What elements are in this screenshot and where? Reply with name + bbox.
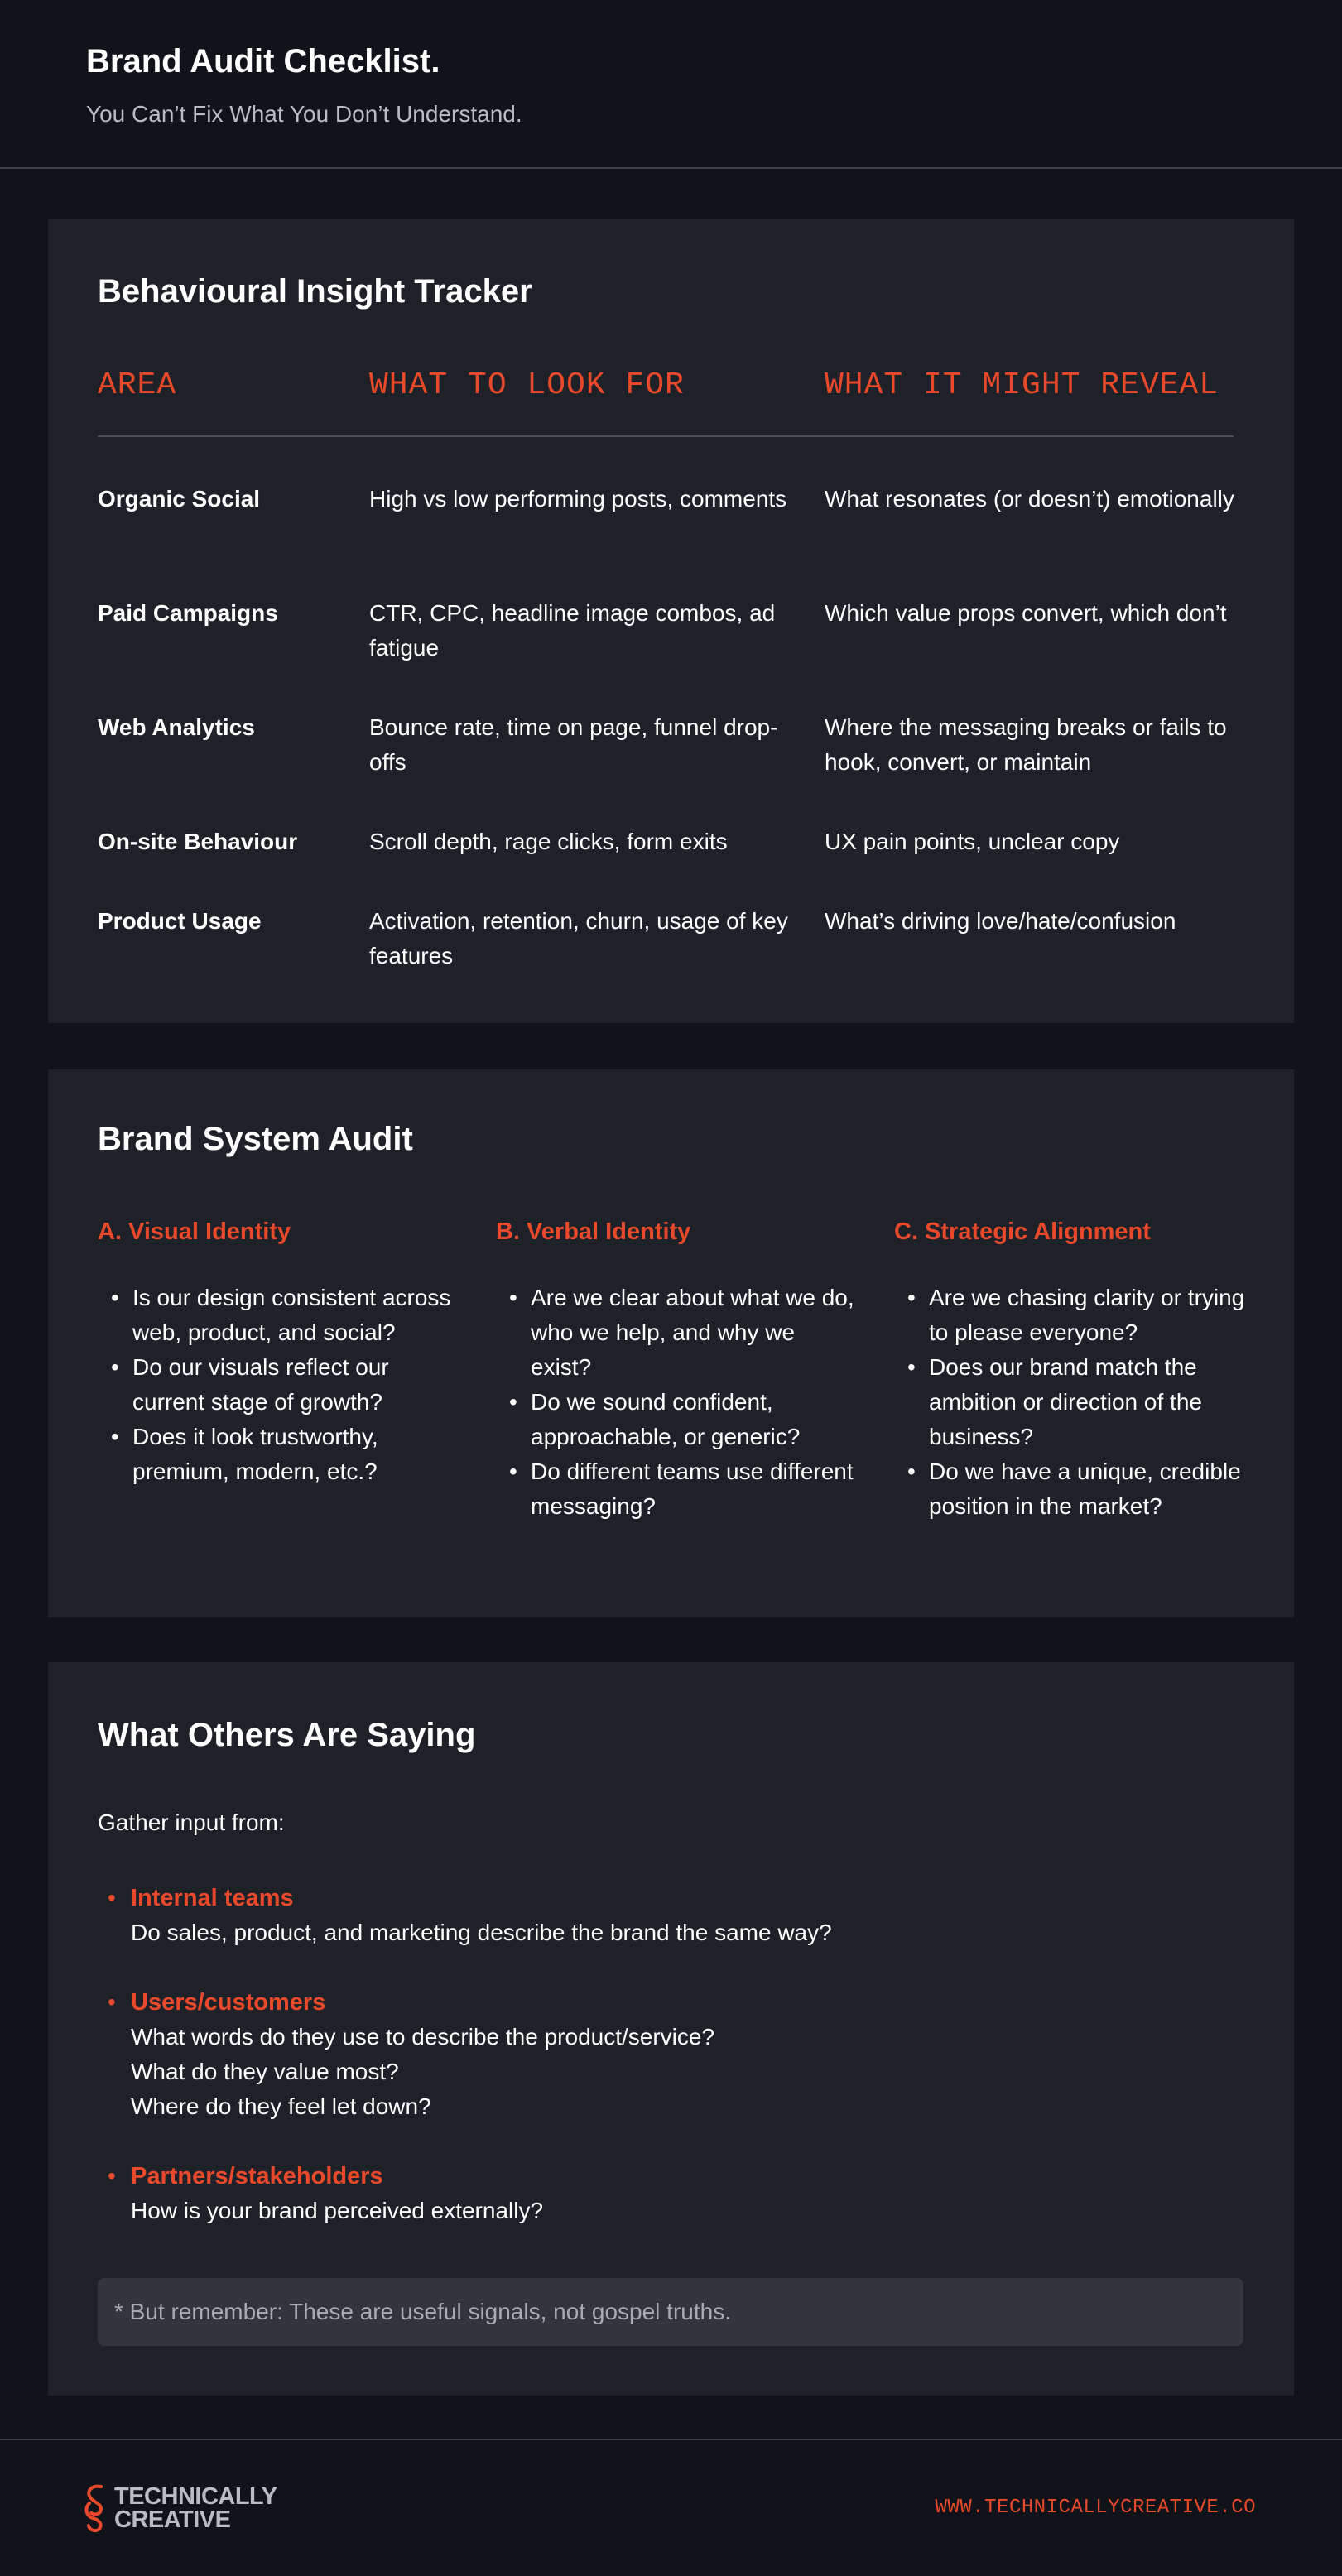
logo-line: CREATIVE — [114, 2506, 231, 2533]
brand-logo — [83, 2483, 315, 2533]
source-line: What do they value most? — [131, 2059, 399, 2084]
row-reveal: Where the messaging breaks or fails to hook, convert, or maintain — [825, 714, 1227, 775]
logo-wordmark — [114, 2485, 277, 2531]
list-item: • Is our design consistent across web, product, and social? — [132, 1281, 462, 1350]
row-area: On-site Behaviour — [98, 829, 298, 854]
page-subtitle: You Can’t Fix What You Don’t Understand. — [86, 101, 522, 127]
row-reveal: What resonates (or doesn’t) emotionally — [825, 486, 1234, 512]
insight-tracker-card — [48, 219, 1294, 1023]
source-line: How is your brand perceived externally? — [131, 2198, 544, 2223]
list-item: • Does our brand match the ambition or direction of the business? — [929, 1350, 1258, 1454]
row-look-for: Scroll depth, rage clicks, form exits — [369, 829, 728, 854]
website-link[interactable]: WWW.TECHNICALLYCREATIVE.CO — [935, 2497, 1256, 2519]
column-header-look-for: WHAT TO LOOK FOR — [369, 368, 685, 403]
checklist — [496, 1281, 860, 1524]
visual-identity-column — [98, 1218, 462, 1489]
list-item: • Are we chasing clarity or trying to please everyone? — [929, 1281, 1258, 1350]
column-heading: C. Strategic Alignment — [894, 1218, 1151, 1245]
section-title: Brand System Audit — [98, 1121, 413, 1157]
list-item: • Are we clear about what we do, who we help, and why we exist? — [531, 1281, 860, 1385]
column-heading: A. Visual Identity — [98, 1218, 291, 1245]
list-item: • Do we sound confident, approachable, or generic? — [531, 1385, 860, 1454]
row-look-for: Bounce rate, time on page, funnel drop-offs — [369, 714, 778, 775]
intro-text: Gather input from: — [98, 1809, 285, 1835]
column-header-reveal: WHAT IT MIGHT REVEAL — [825, 368, 1219, 403]
source-title: • Internal teams — [131, 1885, 294, 1911]
logo-mark-icon — [83, 2483, 108, 2533]
strategic-alignment-column — [894, 1218, 1258, 1524]
page-header — [0, 0, 1342, 169]
list-item: • Does it look trustworthy, premium, modern, etc.? — [132, 1420, 462, 1489]
logo-line: TECHNICALLY — [114, 2483, 277, 2510]
list-item: • Do we have a unique, credible position in the market? — [929, 1454, 1258, 1524]
list-item: • Do our visuals reflect our current stage of growth? — [132, 1350, 462, 1420]
column-header-area: AREA — [98, 368, 177, 403]
verbal-identity-column — [496, 1218, 860, 1524]
brand-system-card — [48, 1069, 1294, 1617]
row-look-for: Activation, retention, churn, usage of key features — [369, 908, 788, 968]
page-title: Brand Audit Checklist. — [86, 43, 440, 79]
source-line: Where do they feel let down? — [131, 2093, 431, 2119]
section-title: What Others Are Saying — [98, 1717, 476, 1753]
row-reveal: Which value props convert, which don’t — [825, 600, 1227, 626]
list-item: • Do different teams use different messaging? — [531, 1454, 860, 1524]
source-title: • Partners/stakeholders — [131, 2163, 383, 2189]
column-heading: B. Verbal Identity — [496, 1218, 691, 1245]
reminder-note: * But remember: These are useful signals, not gospel truths. — [98, 2278, 1243, 2346]
section-title: Behavioural Insight Tracker — [98, 273, 532, 310]
row-reveal: What’s driving love/hate/confusion — [825, 908, 1176, 934]
checklist — [98, 1281, 462, 1489]
checklist — [894, 1281, 1258, 1524]
row-look-for: High vs low performing posts, comments — [369, 486, 787, 512]
source-line: Do sales, product, and marketing describe the brand the same way? — [131, 1920, 832, 1945]
source-item — [131, 1985, 1207, 2124]
source-title: • Users/customers — [131, 1989, 326, 2016]
table-divider — [98, 435, 1234, 437]
row-area: Paid Campaigns — [98, 600, 278, 626]
source-line: What words do they use to describe the product/service? — [131, 2024, 715, 2050]
row-look-for: CTR, CPC, headline image combos, ad fatigue — [369, 600, 776, 661]
others-saying-card — [48, 1662, 1294, 2396]
page-footer — [0, 2439, 1342, 2576]
source-item — [131, 1881, 1207, 1950]
row-reveal: UX pain points, unclear copy — [825, 829, 1120, 854]
row-area: Web Analytics — [98, 714, 255, 740]
row-area: Organic Social — [98, 486, 261, 512]
row-area: Product Usage — [98, 908, 262, 934]
source-item — [131, 2159, 1207, 2228]
